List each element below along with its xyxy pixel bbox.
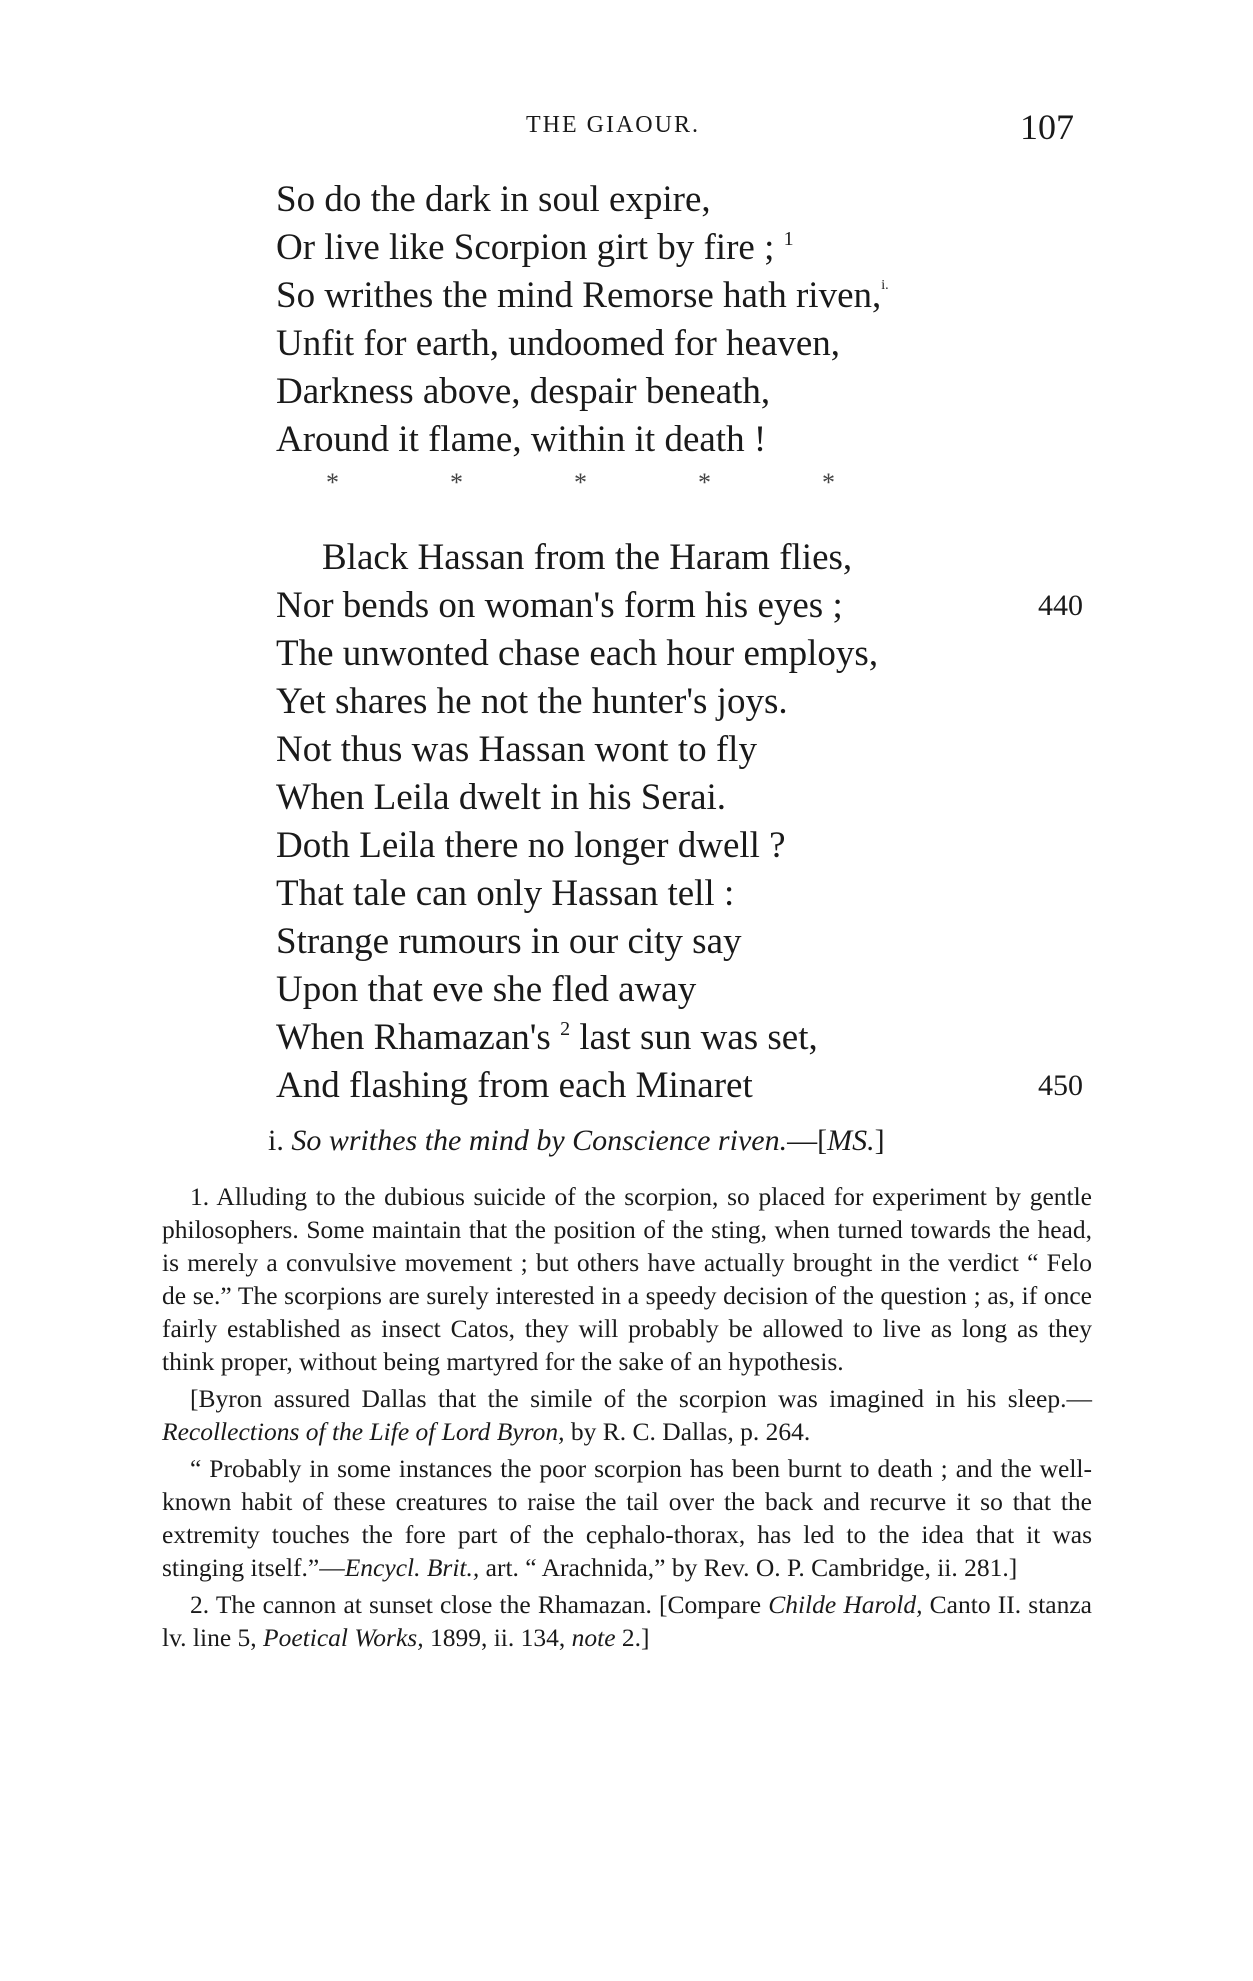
footnote-1-byron: [Byron assured Dallas that the simile of the scorpion was imagined in his sleep.—Recollections of the Life of Lord Byron, by R. C. Dallas, p. 264. [162, 1384, 1092, 1446]
line-number: 450 [1038, 1069, 1083, 1102]
poem [276, 176, 1116, 1110]
page-header [0, 107, 1253, 152]
section-break-stars [276, 464, 1116, 534]
verse-line: When Leila dwelt in his Serai. [276, 777, 727, 818]
verse-line: Yet shares he not the hunter's joys. [276, 681, 788, 722]
star: * [822, 468, 835, 497]
footnote-1-quote: “ Probably in some instances the poor scorpion has been burnt to death ; and the well-known habit of these creatures to raise the tail over the back and recurve it so that the extremity touches the fore part of the cephalo-thorax, has led to the idea that it was stinging itself.”—Encycl. Brit., art. “ Arachnida,” by Rev. O. P. Cambridge, ii. 281.] [162, 1454, 1092, 1582]
verse-line: And flashing from each Minaret 450 [276, 1062, 1116, 1110]
star: * [450, 468, 463, 497]
line-number: 440 [1038, 589, 1083, 622]
footnote-2: 2. The cannon at sunset close the Rhamazan. [Compare Childe Harold, Canto II. stanza lv. line 5, Poetical Works, 1899, ii. 134, note 2.] [162, 1590, 1092, 1652]
variant-ref: i. [881, 278, 889, 293]
verse-line: Nor bends on woman's form his eyes ; 440 [276, 582, 1116, 630]
verse-line: The unwonted chase each hour employs, [276, 633, 879, 674]
variant-note: i. So writhes the mind by Conscience riven.—[MS.] [268, 1124, 885, 1157]
verse-line: Black Hassan from the Haram flies, [322, 537, 853, 578]
verse-line: When Rhamazan's $^2$ last sun was set, [276, 1017, 818, 1058]
verse-line: That tale can only Hassan tell : [276, 873, 735, 914]
running-title: THE GIAOUR. [526, 112, 700, 138]
verse-line: Strange rumours in our city say [276, 921, 742, 962]
verse-line: Doth Leila there no longer dwell ? [276, 825, 786, 866]
footnote-ref: 2 [560, 1018, 571, 1040]
page-number: 107 [1020, 107, 1074, 147]
verse-line: Around it flame, within it death ! [276, 419, 767, 460]
verse-line: Darkness above, despair beneath, [276, 371, 771, 412]
verse-line: So writhes the mind Remorse hath riven,$^{i.}$ [276, 275, 889, 316]
star: * [574, 468, 587, 497]
verse-line: So do the dark in soul expire, [276, 179, 711, 220]
footnote-ref: 1 [783, 228, 794, 250]
verse-line: Upon that eve she fled away [276, 969, 697, 1010]
verse-line: Unfit for earth, undoomed for heaven, [276, 323, 841, 364]
verse-line: Not thus was Hassan wont to fly [276, 729, 757, 770]
footnotes [162, 1180, 1092, 1658]
footnote-1: 1. Alluding to the dubious suicide of the scorpion, so placed for experiment by gentle philosophers. Some maintain that the position of the sting, when turned towards the head, is merely a convulsive movement ; but others have actually brought in the verdict “ Felo de se.” The scorpions are surely interested in a speedy decision of the question ; as, if once fairly established as insect Catos, they will probably be allowed to live as long as they think proper, without being martyred for the sake of an hypothesis. [162, 1182, 1092, 1376]
star: * [326, 468, 339, 497]
star: * [698, 468, 711, 497]
verse-line: Or live like Scorpion girt by fire ; $^1$ [276, 227, 794, 268]
